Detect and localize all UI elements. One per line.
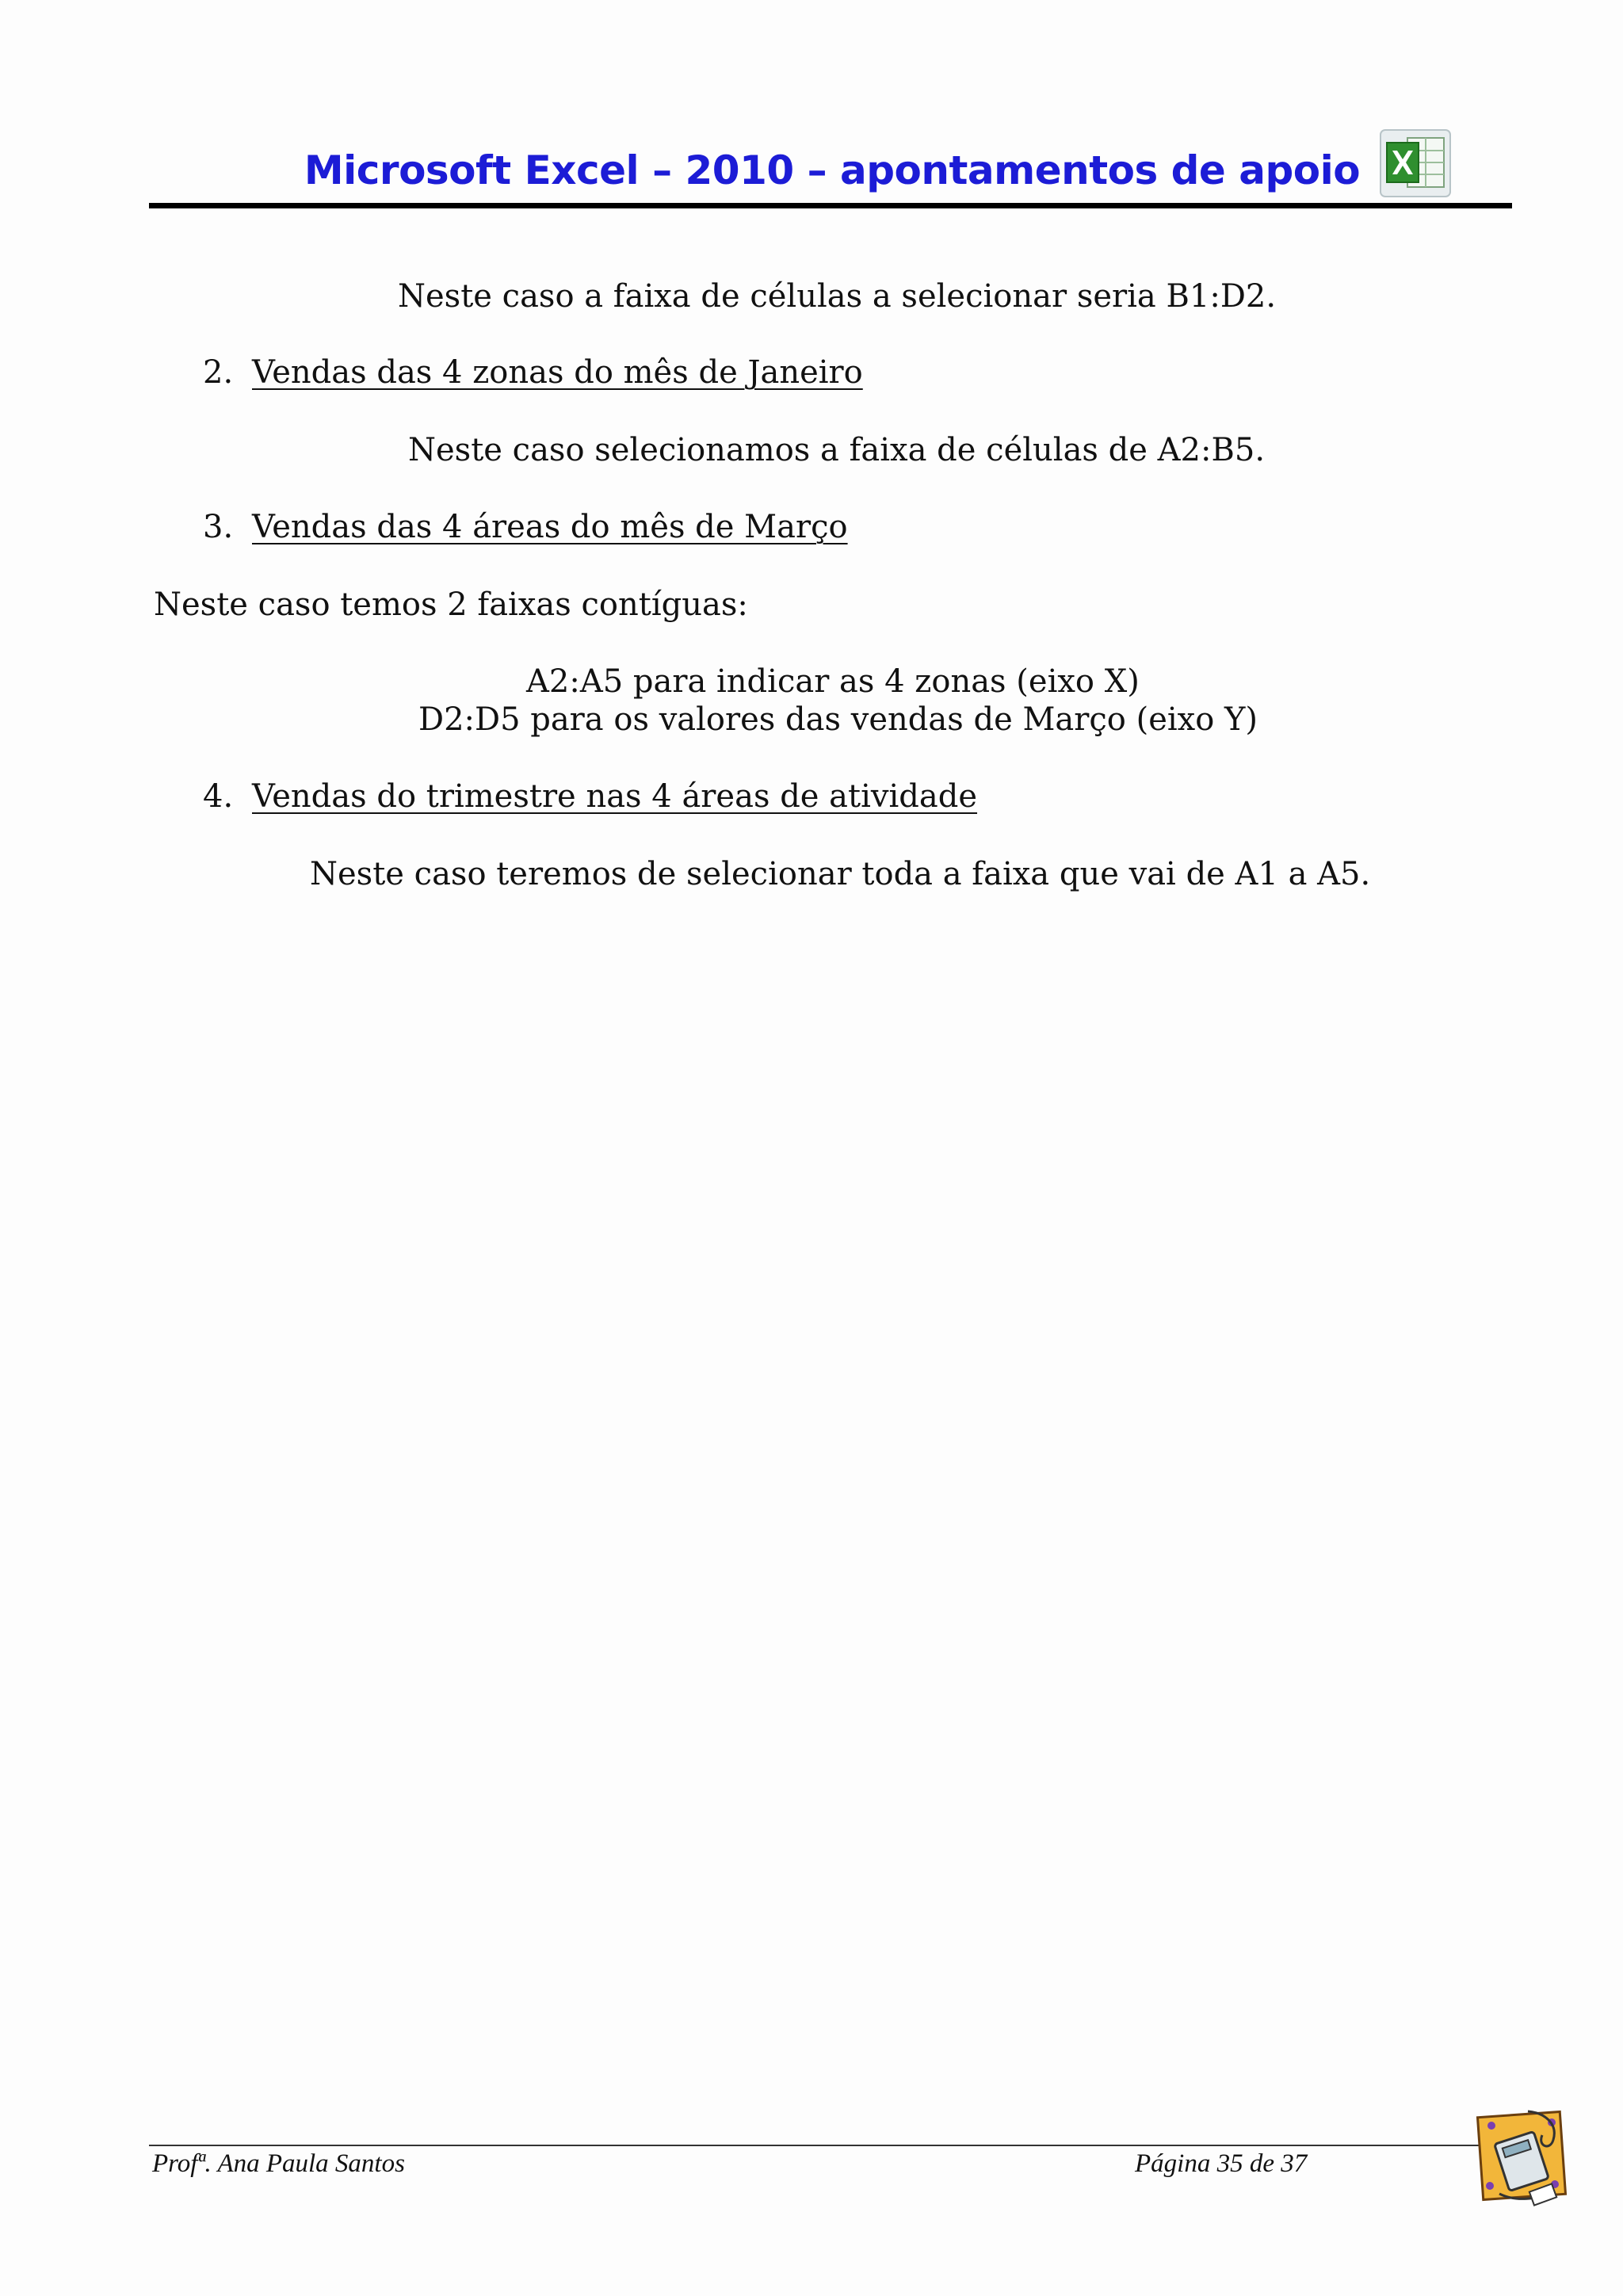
list-number: 2. [203,354,234,391]
list-number: 4. [203,778,234,815]
footer-divider [149,2145,1480,2146]
list-item [203,354,863,391]
paragraph: D2:D5 para os valores das vendas de Março (eixo Y) [418,701,1258,738]
header-divider [149,203,1512,208]
excel-logo-icon [1379,128,1452,198]
paragraph: Neste caso a faixa de células a selecionar seria B1:D2. [398,278,1277,315]
paragraph: A2:A5 para indicar as 4 zonas (eixo X) [526,663,1140,700]
list-number: 3. [203,509,234,545]
paragraph: Neste caso selecionamos a faixa de células de A2:B5. [408,432,1266,468]
paragraph: Neste caso temos 2 faixas contíguas: [154,586,748,623]
footer-author: Profª. Ana Paula Santos [152,2149,405,2178]
list-heading: Vendas do trimestre nas 4 áreas de atividade [252,778,978,815]
list-heading: Vendas das 4 zonas do mês de Janeiro [252,354,863,391]
list-item [203,509,848,545]
page-title: Microsoft Excel – 2010 – apontamentos de apoio [304,147,1361,193]
paragraph: Neste caso teremos de selecionar toda a faixa que vai de A1 a A5. [310,856,1371,892]
calculator-clipart-icon [1476,2108,1571,2207]
list-item [203,778,977,815]
list-heading: Vendas das 4 áreas do mês de Março [252,509,848,545]
page-number: Página 35 de 37 [1135,2149,1308,2178]
